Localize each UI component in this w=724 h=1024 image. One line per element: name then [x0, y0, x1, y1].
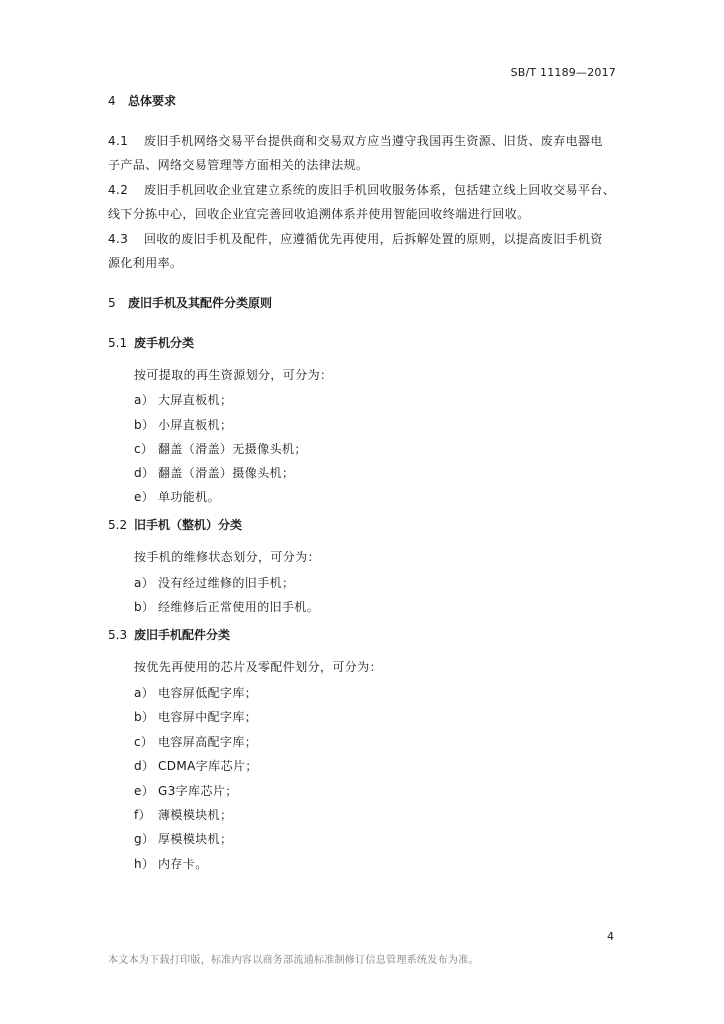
clause-number: 4.3 [108, 232, 129, 246]
list-text: 单功能机。 [158, 490, 221, 504]
clause-4-1-line1 [108, 132, 603, 149]
clause-4-1-line2: 子产品、网络交易管理等方面相关的法律法规。 [108, 158, 369, 172]
list-label: a） [134, 686, 155, 700]
list-label: b） [134, 600, 155, 614]
list-label: d） [134, 759, 155, 773]
section-title: 废旧手机及其配件分类原则 [128, 296, 273, 310]
list-item [134, 806, 232, 823]
footer-note: 本文本为下载打印版，标准内容以商务部流通标准制修订信息管理系统发布为准。 [108, 955, 479, 966]
list-text: 没有经过维修的旧手机； [158, 576, 295, 590]
section-title: 总体要求 [128, 94, 177, 108]
list-text: 经维修后正常使用的旧手机。 [158, 600, 320, 614]
clause-text: 废旧手机网络交易平台提供商和交易双方应当遵守我国再生资源、旧货、废弃电器电 [144, 134, 603, 148]
list-item [134, 464, 294, 481]
list-label: h） [134, 857, 155, 871]
list-item [134, 488, 220, 505]
list-text: 小屏直板机； [158, 418, 233, 432]
subsection-intro: 按优先再使用的芯片及零配件划分，可分为： [134, 660, 383, 674]
list-label: c） [134, 442, 154, 456]
list-text: 电容屏高配字库； [158, 735, 258, 749]
list-text: 翻盖（滑盖）无摄像头机； [158, 442, 307, 456]
list-text: 大屏直板机； [158, 393, 233, 407]
standard-code: SB/T 11189—2017 [510, 66, 616, 79]
subsection-heading-5-3 [108, 626, 230, 643]
clause-4-2-line1 [108, 181, 615, 198]
clause-number: 4.1 [108, 134, 129, 148]
list-text: 厚模模块机； [158, 832, 233, 846]
subsection-heading-5-2 [108, 516, 242, 533]
clause-text: 废旧手机回收企业宜建立系统的废旧手机回收服务体系，包括建立线上回收交易平台、 [144, 183, 616, 197]
list-text: CDMA字库芯片； [158, 759, 258, 773]
list-label: g） [134, 832, 155, 846]
list-label: c） [134, 735, 154, 749]
list-text: G3字库芯片； [158, 784, 238, 798]
list-label: e） [134, 490, 155, 504]
clause-4-3-line2: 源化利用率。 [108, 256, 183, 270]
list-item [134, 757, 258, 774]
clause-4-2-line2: 线下分拣中心，回收企业宜完善回收追溯体系并使用智能回收终端进行回收。 [108, 207, 530, 221]
list-label: e） [134, 784, 155, 798]
subsection-title: 废旧手机配件分类 [134, 628, 231, 642]
list-item [134, 391, 232, 408]
clause-4-3-line1 [108, 230, 603, 247]
list-label: b） [134, 710, 155, 724]
subsection-number: 5.3 [108, 628, 128, 642]
page-number: 4 [607, 930, 614, 943]
subsection-number: 5.1 [108, 336, 128, 350]
list-text: 电容屏中配字库； [158, 710, 258, 724]
list-item [134, 598, 319, 615]
list-item [134, 830, 232, 847]
subsection-number: 5.2 [108, 518, 128, 532]
list-item [134, 855, 208, 872]
section-heading-4 [108, 92, 176, 109]
list-item [134, 782, 238, 799]
list-item [134, 416, 232, 433]
list-label: a） [134, 576, 155, 590]
subsection-title: 废手机分类 [134, 336, 195, 350]
section-heading-5 [108, 294, 272, 311]
list-item [134, 440, 307, 457]
subsection-title: 旧手机（整机）分类 [134, 518, 243, 532]
subsection-intro: 按手机的维修状态划分，可分为： [134, 550, 321, 564]
clause-text: 回收的废旧手机及配件，应遵循优先再使用，后拆解处置的原则，以提高废旧手机资 [144, 232, 603, 246]
list-item [134, 684, 257, 701]
list-label: f） [134, 808, 152, 822]
list-label: d） [134, 466, 155, 480]
subsection-heading-5-1 [108, 334, 194, 351]
clause-number: 4.2 [108, 183, 129, 197]
list-text: 薄模模块机； [158, 808, 233, 822]
list-item [134, 733, 257, 750]
section-number: 5 [108, 296, 116, 310]
subsection-intro: 按可提取的再生资源划分，可分为： [134, 368, 333, 382]
list-label: b） [134, 418, 155, 432]
list-text: 翻盖（滑盖）摄像头机； [158, 466, 295, 480]
section-number: 4 [108, 94, 116, 108]
list-text: 电容屏低配字库； [158, 686, 258, 700]
list-text: 内存卡。 [158, 857, 208, 871]
list-label: a） [134, 393, 155, 407]
list-item [134, 574, 294, 591]
list-item [134, 708, 257, 725]
